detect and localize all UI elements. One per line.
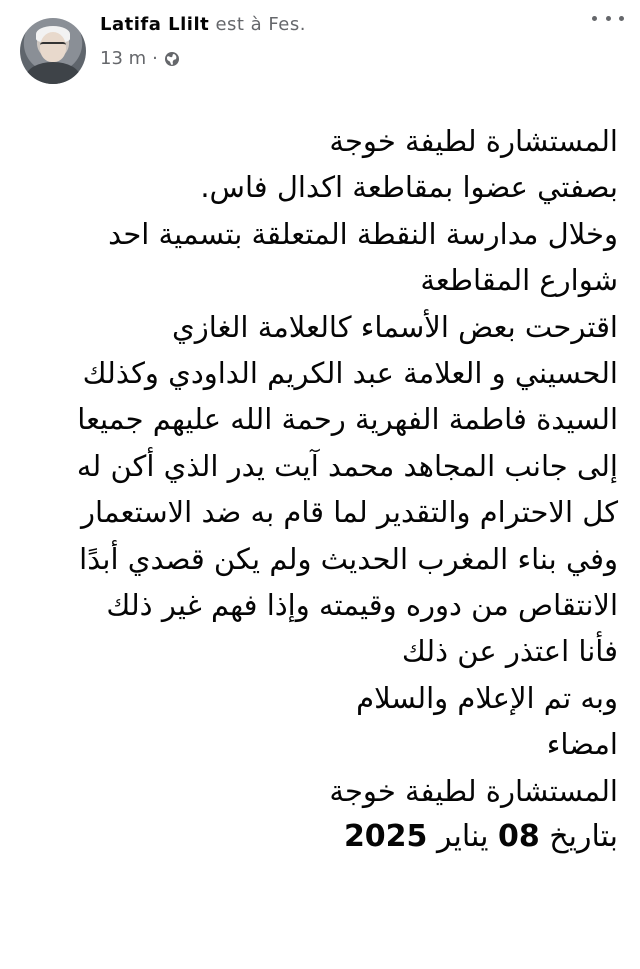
location-text[interactable]: est à Fes. — [209, 14, 306, 35]
post-line: إلى جانب المجاهد محمد آيت يدر الذي أكن له — [76, 448, 618, 483]
avatar-glasses — [40, 42, 66, 50]
post-line: كل الاحترام والتقدير لما قام به ضد الاستعمار — [81, 495, 618, 530]
post-line: الحسيني و العلامة عبد الكريم الداودي وكذلك — [82, 356, 618, 391]
meta-separator: · — [152, 48, 158, 69]
post-line: وفي بناء المغرب الحديث ولم يكن قصدي أبدًا — [79, 541, 618, 576]
post-line: المستشارة لطيفة خوجة — [329, 124, 618, 158]
post-line: اقترحت بعض الأسماء كالعلامة الغازي — [172, 309, 618, 344]
post-time[interactable]: 13 m — [100, 48, 147, 69]
profile-avatar[interactable] — [20, 18, 86, 84]
post-line: امضاء — [546, 727, 618, 762]
post-line: الانتقاص من دوره وقيمته وإذا فهم غير ذلك — [106, 588, 618, 623]
date-line — [8, 814, 618, 860]
post-text — [8, 118, 618, 861]
author-name[interactable]: Latifa Llilt — [100, 14, 210, 35]
post-line: السيدة فاطمة الفهرية رحمة الله عليهم جميعا — [77, 402, 618, 437]
date-year: 2025 — [343, 819, 428, 855]
post-line: بصفتي عضوا بمقاطعة اكدال فاس. — [200, 170, 618, 205]
post-line: وخلال مدارسة النقطة المتعلقة بتسمية احد — [108, 216, 618, 251]
post-line: المستشارة لطيفة خوجة — [329, 773, 618, 808]
date-prefix: بتاريخ — [539, 819, 618, 855]
avatar-body — [26, 62, 80, 84]
post-line: فأنا اعتذر عن ذلك — [401, 634, 618, 669]
date-day: 08 — [497, 819, 540, 855]
post-header — [0, 0, 640, 90]
globe-icon[interactable] — [164, 51, 180, 67]
post-line: وبه تم الإعلام والسلام — [356, 680, 618, 715]
author-line — [100, 14, 306, 35]
more-options-icon[interactable] — [592, 8, 624, 28]
post-line: شوارع المقاطعة — [420, 263, 618, 298]
date-month: يناير — [427, 819, 498, 855]
post-meta — [100, 48, 180, 69]
